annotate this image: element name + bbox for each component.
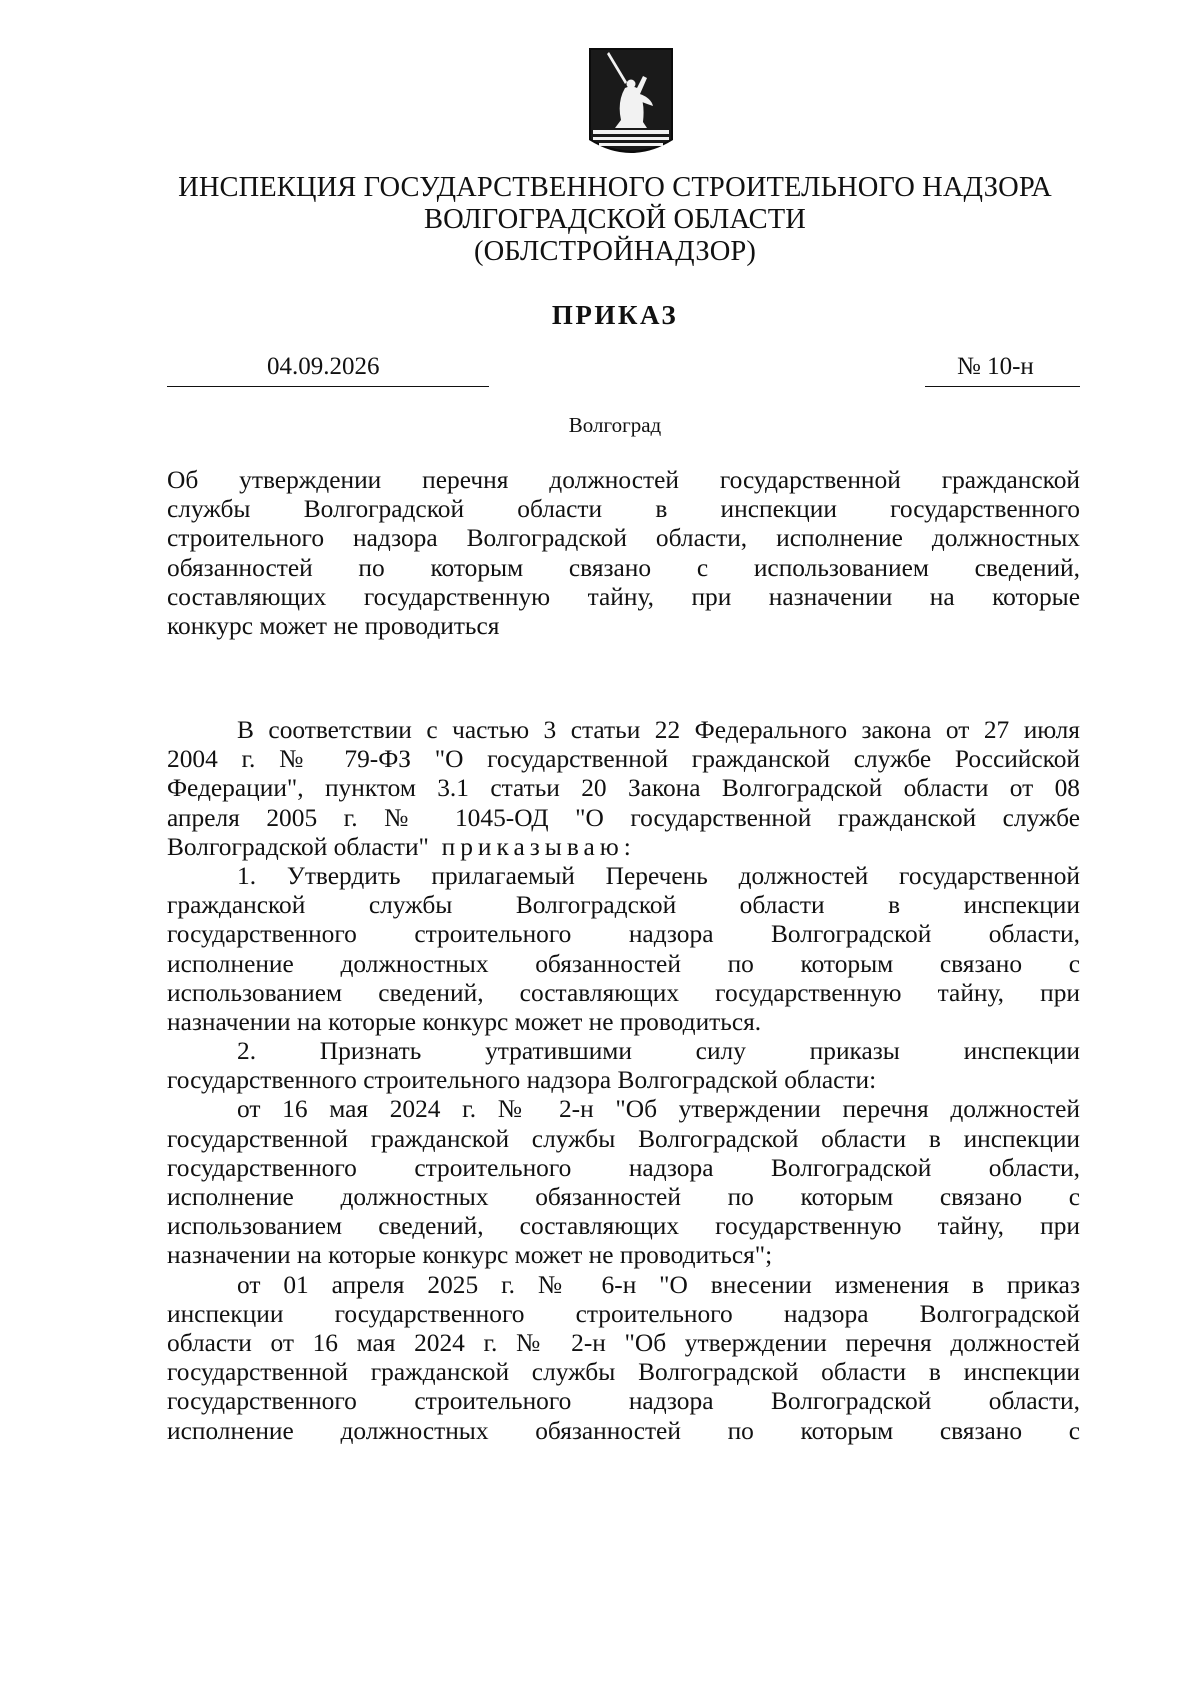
subject-line: конкурс может не проводиться xyxy=(167,611,500,640)
org-line: ИНСПЕКЦИЯ ГОСУДАРСТВЕННОГО СТРОИТЕЛЬНОГО НАДЗОРА xyxy=(178,172,1052,203)
item1-line: государственного строительного надзора Волгоградской области, xyxy=(167,920,1080,949)
subject-line: составляющих государственную тайну, при назначении на которые xyxy=(167,582,1080,611)
subject-line: службы Волгоградской области в инспекции государственного xyxy=(167,495,1080,524)
number-field xyxy=(925,352,1080,387)
item1-line: исполнение должностных обязанностей по которым связано с xyxy=(167,949,1080,978)
subject-line: строительного надзора Волгоградской области, исполнение должностных xyxy=(167,524,1080,553)
item2-line: 2. Признать утратившими силу приказы инспекции xyxy=(237,1037,1080,1066)
item2b-line: государственного строительного надзора Волгоградской области, xyxy=(167,1387,1080,1416)
subject-line: Об утверждении перечня должностей государственной гражданской xyxy=(167,466,1080,494)
order-body xyxy=(167,716,1080,1446)
item1-line: 1. Утвердить прилагаемый Перечень должностей государственной xyxy=(237,861,1080,890)
preamble-line: Федерации", пунктом 3.1 статьи 20 Закона Волгоградской области от 08 xyxy=(167,774,1080,803)
date-field xyxy=(167,352,489,387)
item2b-line: области от 16 мая 2024 г. № 2-н "Об утверждении перечня должностей xyxy=(167,1328,1080,1357)
document-type-title: ПРИКАЗ xyxy=(551,300,679,330)
preamble-line: Волгоградской области" xyxy=(167,832,429,861)
org-line: ВОЛГОГРАДСКОЙ ОБЛАСТИ xyxy=(424,204,806,235)
preamble-last-line xyxy=(167,833,1080,862)
subject-line: обязанностей по которым связано с использованием сведений, xyxy=(167,553,1080,582)
organization-heading xyxy=(150,172,1080,268)
item1-line: назначении на которые конкурс может не проводиться. xyxy=(167,1007,762,1036)
item2b-line: государственной гражданской службы Волгоградской области в инспекции xyxy=(167,1358,1080,1387)
item2a-line: государственной гражданской службы Волгоградской области в инспекции xyxy=(167,1124,1080,1153)
coat-of-arms-emblem xyxy=(587,44,675,164)
order-number: № 10-н xyxy=(957,353,1034,380)
item2b-line: инспекции государственного строительного надзора Волгоградской xyxy=(167,1299,1080,1328)
order-date: 04.09.2026 xyxy=(267,353,380,380)
item2b-line: исполнение должностных обязанностей по которым связано с xyxy=(167,1416,1080,1445)
item1-line: гражданской службы Волгоградской области в инспекции xyxy=(167,891,1080,920)
org-line: (ОБЛСТРОЙНАДЗОР) xyxy=(474,236,756,267)
city: Волгоград xyxy=(568,413,662,437)
item2b-line: от 01 апреля 2025 г. № 6-н "О внесении изменения в приказ xyxy=(237,1270,1080,1299)
preamble-line: 2004 г. № 79-ФЗ "О государственной гражданской службе Российской xyxy=(167,745,1080,774)
item2a-line: государственного строительного надзора Волгоградской области, xyxy=(167,1153,1080,1182)
order-word: приказываю: xyxy=(441,832,636,861)
item2a-line: назначении на которые конкурс может не проводиться"; xyxy=(167,1241,773,1270)
item1-line: использованием сведений, составляющих государственную тайну, при xyxy=(167,978,1080,1007)
item2a-line: использованием сведений, составляющих государственную тайну, при xyxy=(167,1212,1080,1241)
order-subject xyxy=(167,466,1080,641)
preamble-line: В соответствии с частью 3 статьи 22 Федерального закона от 27 июля xyxy=(237,716,1080,744)
preamble-line: апреля 2005 г. № 1045-ОД "О государственной гражданской службе xyxy=(167,803,1080,832)
item2a-line: исполнение должностных обязанностей по которым связано с xyxy=(167,1183,1080,1211)
item2-line: государственного строительного надзора Волгоградской области: xyxy=(167,1066,877,1095)
item2a-line: от 16 мая 2024 г. № 2-н "Об утверждении перечня должностей xyxy=(237,1095,1080,1124)
